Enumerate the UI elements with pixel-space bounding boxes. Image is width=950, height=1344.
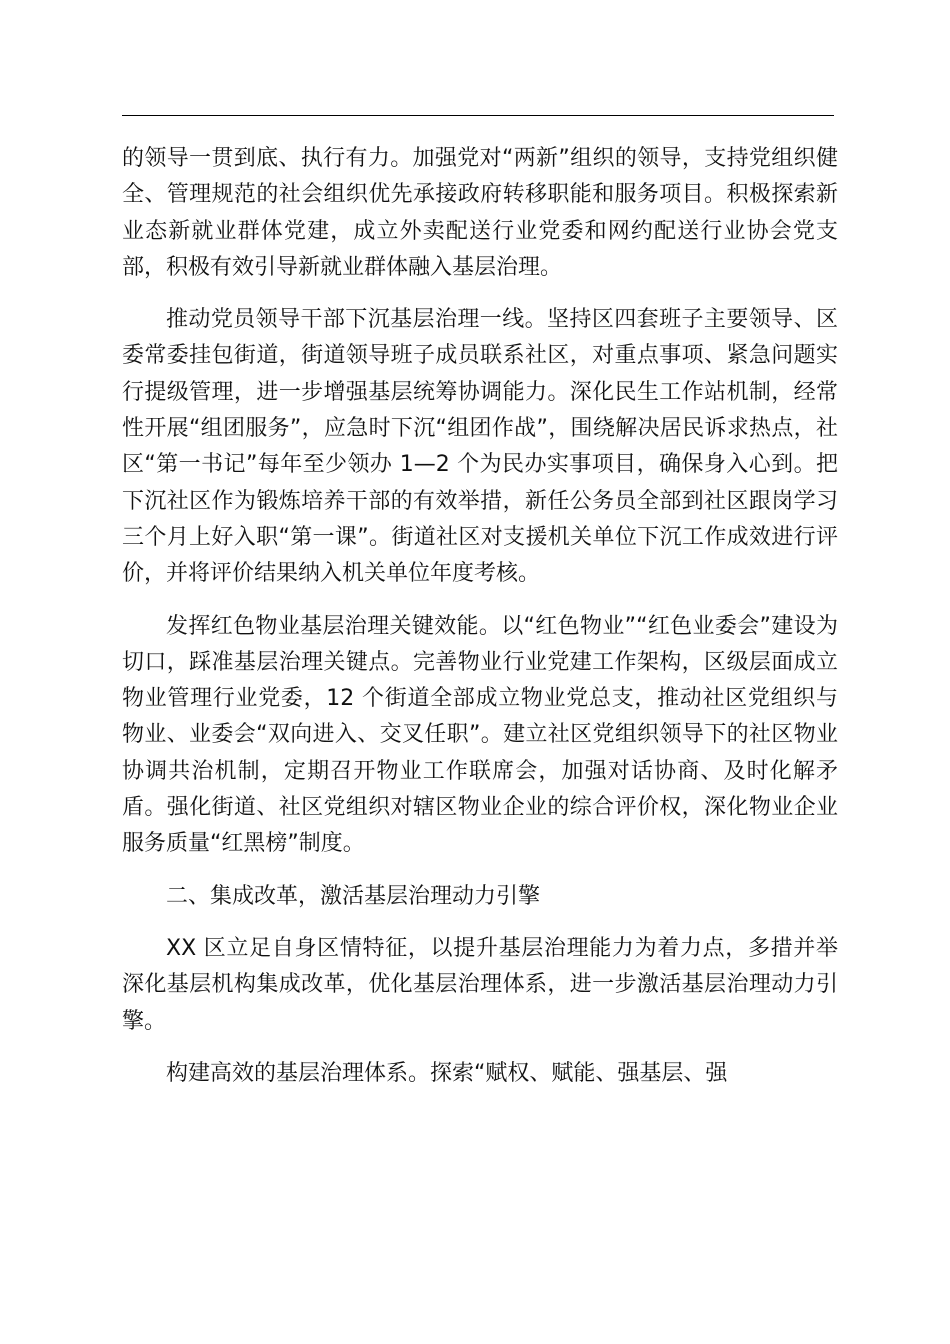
section-heading: 二、集成改革，激活基层治理动力引擎	[166, 883, 541, 909]
paragraph-governance-system: 构建高效的基层治理体系。探索“赋权、赋能、强基层、强	[166, 1060, 728, 1086]
header-rule	[122, 115, 834, 116]
paragraph-red-property: 发挥红色物业基层治理关键效能。以“红色物业”“红色业委会”建设为切口，踩准基层治理关键点。完善物业行业党建工作架构，区级层面成立物业管理行业党委，12 个街道全部成立物业党总支，推动社区党组织与物业、业委会“双向进入、交叉任职”。建立社区党组织领导下的社区物业协调共治机制，定期召开物业工作联席会，加强对话协商、及时化解矛盾。强化街道、社区党组织对辖区物业企业的综合评价权，深化物业企业服务质量“红黑榜”制度。	[122, 613, 838, 857]
document-body	[122, 141, 838, 1108]
paragraph-cadres-sinking: 推动党员领导干部下沉基层治理一线。坚持区四套班子主要领导、区委常委挂包街道，街道领导班子成员联系社区，对重点事项、紧急问题实行提级管理，进一步增强基层统筹协调能力。深化民生工作站机制，经常性开展“组团服务”，应急时下沉“组团作战”，围绕解决居民诉求热点，社区“第一书记”每年至少领办 1—2 个为民办实事项目，确保身入心到。把下沉社区作为锻炼培养干部的有效举措，新任公务员全部到社区跟岗学习三个月上好入职“第一课”。街道社区对支援机关单位下沉工作成效进行评价，并将评价结果纳入机关单位年度考核。	[122, 307, 838, 587]
paragraph-integrated-reform: XX 区立足自身区情特征，以提升基层治理能力为着力点，多措并举深化基层机构集成改革，优化基层治理体系，进一步激活基层治理动力引擎。	[122, 935, 838, 1034]
paragraph-continuation: 的领导一贯到底、执行有力。加强党对“两新”组织的领导，支持党组织健全、管理规范的社会组织优先承接政府转移职能和服务项目。积极探索新业态新就业群体党建，成立外卖配送行业党委和网约配送行业协会党支部，积极有效引导新就业群体融入基层治理。	[122, 146, 838, 280]
